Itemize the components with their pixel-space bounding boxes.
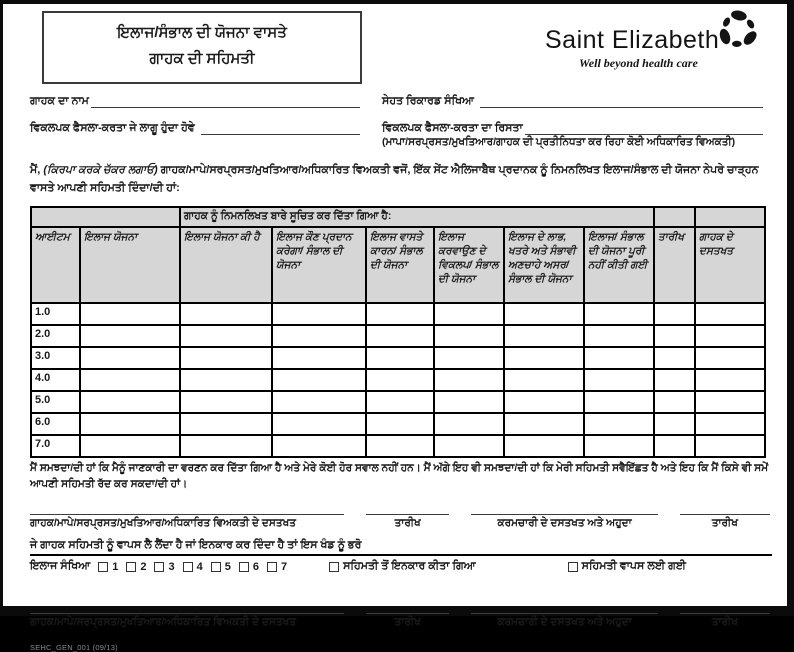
table-row xyxy=(31,303,765,325)
item-number: 6.0 xyxy=(31,413,80,435)
sdm-relationship-input[interactable] xyxy=(525,121,763,135)
date-label: ਤਾਰੀਖ xyxy=(711,616,738,629)
staff-signature-line[interactable] xyxy=(471,613,657,629)
cell-input[interactable] xyxy=(80,391,180,413)
treatment-2-option xyxy=(126,561,146,573)
cell-input[interactable] xyxy=(366,325,434,347)
treatment-1-checkbox[interactable] xyxy=(98,562,108,572)
item-number: 7.0 xyxy=(31,435,80,457)
table-column-header-row xyxy=(31,227,765,303)
cell-input[interactable] xyxy=(80,347,180,369)
cell-input[interactable] xyxy=(434,347,504,369)
sdm-label: ਵਿਕਲਪਕ ਫੈਸਲਾ-ਕਰਤਾ ਜੇ ਲਾਗੂ ਹੁੰਦਾ ਹੋਵੇ xyxy=(30,121,195,134)
item-number: 3.0 xyxy=(31,347,80,369)
cell-input[interactable] xyxy=(80,325,180,347)
table-informed-header-row xyxy=(31,207,765,227)
table-row xyxy=(31,369,765,391)
item-number: 1.0 xyxy=(31,303,80,325)
cell-input[interactable] xyxy=(504,347,584,369)
cell-input[interactable] xyxy=(584,347,654,369)
cell-input[interactable] xyxy=(654,369,695,391)
cell-input[interactable] xyxy=(180,391,272,413)
treatment-7-label: 7 xyxy=(280,560,288,573)
signature-row-withdrawal xyxy=(30,613,770,629)
col-not-completed: ਇਲਾਜ/ ਸੰਭਾਲ ਦੀ ਯੋਜਨਾ ਪੂਰੀ ਨਹੀਂ ਕੀਤੀ ਗਈ xyxy=(584,227,654,303)
consent-refused-checkbox[interactable] xyxy=(329,562,339,572)
table-row xyxy=(31,391,765,413)
client-signature-line[interactable] xyxy=(30,514,344,530)
cell-input[interactable] xyxy=(434,303,504,325)
cell-input[interactable] xyxy=(366,435,434,457)
treatment-3-option xyxy=(154,561,174,573)
form-header xyxy=(30,8,763,84)
treatment-6-checkbox[interactable] xyxy=(239,562,249,572)
cell-input[interactable] xyxy=(654,413,695,435)
table-row xyxy=(31,435,765,457)
form-title-box xyxy=(42,11,362,84)
cell-input[interactable] xyxy=(695,325,765,347)
cell-input[interactable] xyxy=(654,303,695,325)
cell-input[interactable] xyxy=(80,413,180,435)
cell-input[interactable] xyxy=(180,325,272,347)
treatment-5-option xyxy=(211,561,231,573)
triskelion-petals-icon xyxy=(716,8,760,57)
col-what-plan-is: ਇਲਾਜ ਯੋਜਨਾ ਕੀ ਹੈ xyxy=(180,227,272,303)
cell-input[interactable] xyxy=(80,369,180,391)
cell-input[interactable] xyxy=(434,413,504,435)
withdrawal-section-heading: ਜੇ ਗਾਹਕ ਸਹਿਮਤੀ ਨੂੰ ਵਾਪਸ ਲੈ ਲੈਂਦਾ ਹੈ ਜਾਂ ਇਨਕਾਰ ਕਰ ਦਿੰਦਾ ਹੈ ਤਾਂ ਇਸ ਖੰਡ ਨੂੰ ਭਰੋ xyxy=(30,539,772,556)
col-who-provides: ਇਲਾਜ ਕੌਣ ਪ੍ਰਦਾਨ ਕਰੇਗਾ/ ਸੰਭਾਲ ਦੀ ਯੋਜਨਾ xyxy=(272,227,366,303)
col-treatment-plan: ਇਲਾਜ ਯੋਜਨਾ xyxy=(80,227,180,303)
cell-input[interactable] xyxy=(272,303,366,325)
treatment-4-option xyxy=(183,561,203,573)
cell-input[interactable] xyxy=(366,347,434,369)
logo-tagline: Well beyond health care xyxy=(579,56,698,70)
cell-input[interactable] xyxy=(654,435,695,457)
table-row xyxy=(31,325,765,347)
cell-input[interactable] xyxy=(584,303,654,325)
sdm-input[interactable] xyxy=(201,121,360,135)
cell-input[interactable] xyxy=(695,303,765,325)
signature-row-consent xyxy=(30,514,770,530)
intro-rest: ਗਾਹਕ/ਮਾਪੇ/ਸਰਪ੍ਰਸਤ/ਮੁਖਤਿਆਰ/ਅਧਿਕਾਰਿਤ ਵਿਅਕਤੀ ਵਜੋਂ, ਇੱਕ ਸੇਂਟ ਐਲਿਜਾਬੈਥ ਪ੍ਰਦਾਨਕ ਨੂੰ ਨਿਮਨਲਿਖਤ ਇਲਾਜ/ਸੰਭਾਲ ਦੀ ਯੋਜਨਾ ਨੇਪਰੇ ਚਾੜ੍ਹਨ ਵਾਸਤੇ ਆਪਣੀ ਸਹਿਮਤੀ ਦਿੰਦਾ/ਦੀ ਹਾਂ: xyxy=(30,163,759,194)
item-number: 4.0 xyxy=(31,369,80,391)
cell-input[interactable] xyxy=(695,347,765,369)
staff-signature-label: ਕਰਮਚਾਰੀ ਦੇ ਦਸਤਖਤ ਅਤੇ ਅਹੁਦਾ xyxy=(497,616,632,629)
cell-input[interactable] xyxy=(584,325,654,347)
cell-input[interactable] xyxy=(654,325,695,347)
col-item: ਆਈਟਮ xyxy=(31,227,80,303)
informed-header: ਗਾਹਕ ਨੂੰ ਨਿਮਨਲਿਖਤ ਬਾਰੇ ਸੂਚਿਤ ਕਰ ਦਿੱਤਾ ਗਿਆ ਹੈ: xyxy=(180,207,654,227)
cell-input[interactable] xyxy=(654,347,695,369)
table-row xyxy=(31,413,765,435)
col-benefits-risks: ਇਲਾਜ ਦੇ ਲਾਭ, ਖਤਰੇ ਅਤੇ ਸੰਭਾਵੀ ਅਣਚਾਹੇ ਅਸਰ/ ਸੰਭਾਲ ਦੀ ਯੋਜਨਾ xyxy=(504,227,584,303)
form-code: SEHC_GEN_001 (09/13) xyxy=(30,643,118,652)
consent-withdrawn-label: ਸਹਿਮਤੀ ਵਾਪਸ ਲਈ ਗਈ xyxy=(581,560,686,573)
treatment-4-checkbox[interactable] xyxy=(183,562,193,572)
intro-prefix: ਮੈਂ, xyxy=(30,163,44,176)
col-client-signature: ਗਾਹਕ ਦੇ ਦਸਤਖਤ xyxy=(695,227,765,303)
col-date: ਤਾਰੀਖ xyxy=(654,227,695,303)
cell-input[interactable] xyxy=(180,413,272,435)
form-title-line1: ਇਲਾਜ/ਸੰਭਾਲ ਦੀ ਯੋਜਨਾ ਵਾਸਤੇ xyxy=(117,24,287,41)
treatment-2-label: 2 xyxy=(140,560,147,573)
item-number: 2.0 xyxy=(31,325,80,347)
date-label: ਤਾਰੀਖ xyxy=(394,616,421,629)
cell-input[interactable] xyxy=(366,303,434,325)
date-label: ਤਾਰੀਖ xyxy=(711,517,738,530)
client-signature-label: ਗਾਹਕ/ਮਾਪੇ/ਸਰਪ੍ਰਸਤ/ਮੁਖਤਿਆਰ/ਅਧਿਕਾਰਿਤ ਵਿਅਕਤੀ ਦੇ ਦਸਤਖਤ xyxy=(30,517,296,530)
date-line[interactable] xyxy=(366,613,449,629)
cell-input[interactable] xyxy=(272,413,366,435)
understanding-paragraph: ਮੈਂ ਸਮਝਦਾ/ਦੀ ਹਾਂ ਕਿ ਮੈਨੂੰ ਜਾਣਕਾਰੀ ਦਾ ਵਰਣਨ ਕਰ ਦਿੱਤਾ ਗਿਆ ਹੈ ਅਤੇ ਮੇਰੇ ਕੋਈ ਹੋਰ ਸਵਾਲ ਨਹੀਂ ਹਨ। ਮੈਂ ਅੱਗੇ ਇਹ ਵੀ ਸਮਝਦਾ/ਦੀ ਹਾਂ ਕਿ ਮੇਰੀ ਸਹਿਮਤੀ ਸਵੈਇੱਛਤ ਹੈ ਅਤੇ ਇਹ ਕਿ ਮੈਂ ਕਿਸੇ ਵੀ ਸਮੇਂ ਆਪਣੀ ਸਹਿਮਤੀ ਰੱਦ ਕਰ ਸਕਦਾ/ਦੀ ਹਾਂ। xyxy=(30,461,769,490)
cell-input[interactable] xyxy=(180,347,272,369)
header-spacer-signature xyxy=(695,207,765,227)
treatment-2-checkbox[interactable] xyxy=(126,562,136,572)
cell-input[interactable] xyxy=(180,303,272,325)
cell-input[interactable] xyxy=(272,369,366,391)
table-row xyxy=(31,347,765,369)
cell-input[interactable] xyxy=(434,369,504,391)
consent-withdrawn-option xyxy=(568,560,686,573)
client-info-row xyxy=(30,94,763,108)
treatment-5-checkbox[interactable] xyxy=(211,562,221,572)
cell-input[interactable] xyxy=(434,391,504,413)
treatment-5-label: 5 xyxy=(224,560,231,573)
col-reason: ਇਲਾਜ ਵਾਸਤੇ ਕਾਰਨ/ ਸੰਭਾਲ ਦੀ ਯੋਜਨਾ xyxy=(366,227,434,303)
sdm-relationship-label: ਵਿਕਲਪਕ ਫੈਸਲਾ-ਕਰਤਾ ਦਾ ਰਿਸਤਾ xyxy=(382,121,523,134)
cell-input[interactable] xyxy=(504,325,584,347)
cell-input[interactable] xyxy=(504,413,584,435)
staff-signature-line[interactable] xyxy=(471,514,657,530)
cell-input[interactable] xyxy=(695,413,765,435)
treatment-3-label: 3 xyxy=(168,560,175,573)
col-alternatives: ਇਲਾਜ ਕਰਵਾਉਣ ਦੇ ਵਿਕਲਪ/ ਸੰਭਾਲ ਦੀ ਯੋਜਨਾ xyxy=(434,227,504,303)
cell-input[interactable] xyxy=(272,391,366,413)
treatment-1-option xyxy=(98,561,118,573)
cell-input[interactable] xyxy=(504,303,584,325)
cell-input[interactable] xyxy=(272,435,366,457)
treatment-7-checkbox[interactable] xyxy=(267,562,277,572)
consent-refused-option xyxy=(329,560,476,573)
sdm-info-row xyxy=(30,121,763,149)
consent-intro-paragraph xyxy=(30,161,770,197)
cell-input[interactable] xyxy=(366,369,434,391)
saint-elizabeth-logo xyxy=(545,10,763,72)
cell-input[interactable] xyxy=(504,369,584,391)
health-record-input[interactable] xyxy=(480,94,763,108)
header-spacer-date xyxy=(654,207,695,227)
cell-input[interactable] xyxy=(584,413,654,435)
intro-circle-instruction: (ਕਿਰਪਾ ਕਰਕੇ ਚੱਕਰ ਲਗਾਓ) xyxy=(43,163,158,176)
cell-input[interactable] xyxy=(80,435,180,457)
logo-wordmark: Saint Elizabeth xyxy=(545,26,720,54)
cell-input[interactable] xyxy=(80,303,180,325)
cell-input[interactable] xyxy=(695,435,765,457)
cell-input[interactable] xyxy=(366,391,434,413)
item-number: 5.0 xyxy=(31,391,80,413)
cell-input[interactable] xyxy=(272,347,366,369)
consent-table xyxy=(30,206,766,458)
treatment-3-checkbox[interactable] xyxy=(154,562,164,572)
cell-input[interactable] xyxy=(584,391,654,413)
cell-input[interactable] xyxy=(272,325,366,347)
client-name-input[interactable] xyxy=(91,94,360,108)
cell-input[interactable] xyxy=(654,391,695,413)
withdrawal-checkbox-row xyxy=(30,560,763,573)
cell-input[interactable] xyxy=(434,435,504,457)
client-name-label: ਗਾਹਕ ਦਾ ਨਾਮ xyxy=(30,94,89,107)
cell-input[interactable] xyxy=(434,325,504,347)
consent-refused-label: ਸਹਿਮਤੀ ਤੋਂ ਇਨਕਾਰ ਕੀਤਾ ਗਿਆ xyxy=(343,560,476,573)
consent-withdrawn-checkbox[interactable] xyxy=(568,562,578,572)
client-signature-line[interactable] xyxy=(30,613,344,629)
treatment-6-label: 6 xyxy=(252,560,259,573)
cell-input[interactable] xyxy=(695,369,765,391)
treatment-number-label: ਇਲਾਜ ਸੰਖਿਆ xyxy=(30,560,91,573)
health-record-label: ਸੇਹਤ ਰਿਕਾਰਡ ਸੰਖਿਆ xyxy=(382,94,475,107)
treatment-4-label: 4 xyxy=(196,560,203,573)
cell-input[interactable] xyxy=(504,435,584,457)
client-signature-label: ਗਾਹਕ/ਮਾਪੇ/ਸਰਪ੍ਰਸਤ/ਮੁਖਤਿਆਰ/ਅਧਿਕਾਰਿਤ ਵਿਅਕਤੀ ਦੇ ਦਸਤਖਤ xyxy=(30,616,296,629)
sdm-note: (ਮਾਪਾ/ਸਰਪ੍ਰਸਤ/ਮੁਖਤਿਆਰ/ਗਾਹਕ ਦੀ ਪ੍ਰਤੀਨਿਧਤਾ ਕਰ ਰਿਹਾ ਕੋਈ ਅਧਿਕਾਰਿਤ ਵਿਅਕਤੀ) xyxy=(382,135,736,148)
cell-input[interactable] xyxy=(504,391,584,413)
date-label: ਤਾਰੀਖ xyxy=(394,517,421,530)
treatment-7-option xyxy=(267,561,287,573)
cell-input[interactable] xyxy=(180,369,272,391)
cell-input[interactable] xyxy=(584,369,654,391)
header-spacer-left xyxy=(31,207,180,227)
date-line[interactable] xyxy=(680,613,770,629)
staff-signature-label: ਕਰਮਚਾਰੀ ਦੇ ਦਸਤਖਤ ਅਤੇ ਅਹੁਦਾ xyxy=(497,517,632,530)
cell-input[interactable] xyxy=(695,391,765,413)
cell-input[interactable] xyxy=(180,435,272,457)
date-line[interactable] xyxy=(366,514,449,530)
form-title-line2: ਗਾਹਕ ਦੀ ਸਹਿਮਤੀ xyxy=(149,50,255,68)
treatment-6-option xyxy=(239,561,259,573)
date-line[interactable] xyxy=(680,514,770,530)
cell-input[interactable] xyxy=(366,413,434,435)
treatment-1-label: 1 xyxy=(112,560,119,573)
cell-input[interactable] xyxy=(584,435,654,457)
